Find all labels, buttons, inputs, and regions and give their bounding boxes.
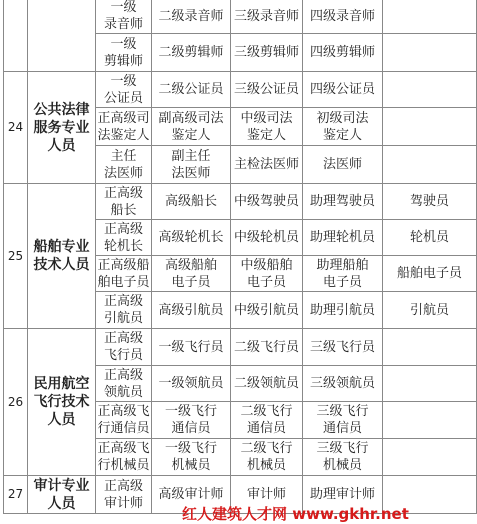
table-cell xyxy=(383,329,477,366)
table-cell: 中级轮机员 xyxy=(231,220,303,256)
table-cell: 正高级 引航员 xyxy=(96,292,152,329)
table-cell: 三级录音师 xyxy=(231,0,303,34)
table-cell: 二级领航员 xyxy=(231,366,303,402)
table-cell: 正高级 审计师 xyxy=(96,476,152,514)
table-cell xyxy=(383,439,477,476)
table-cell xyxy=(383,0,477,34)
table-cell: 中级船舶 电子员 xyxy=(231,256,303,292)
row-number-cell: 25 xyxy=(4,184,28,329)
table-cell: 一级领航员 xyxy=(152,366,231,402)
table-cell: 正高级飞 行机械员 xyxy=(96,439,152,476)
table-cell xyxy=(383,72,477,108)
table-cell: 二级飞行员 xyxy=(231,329,303,366)
category-cell: 审计专业 人员 xyxy=(28,476,96,514)
table-cell: 高级船舶 电子员 xyxy=(152,256,231,292)
table-cell: 四级公证员 xyxy=(303,72,383,108)
table-cell: 助理引航员 xyxy=(303,292,383,329)
category-cell xyxy=(28,0,96,72)
table-cell: 助理驾驶员 xyxy=(303,184,383,220)
table-cell: 三级飞行员 xyxy=(303,329,383,366)
table-cell: 主检法医师 xyxy=(231,146,303,184)
table-cell xyxy=(383,146,477,184)
table-cell: 正高级飞 行通信员 xyxy=(96,402,152,439)
table-cell: 主任 法医师 xyxy=(96,146,152,184)
table-cell xyxy=(383,402,477,439)
table-cell: 四级剪辑师 xyxy=(303,34,383,72)
table-row xyxy=(4,329,477,366)
table-cell xyxy=(383,34,477,72)
table-cell: 正高级船 舶电子员 xyxy=(97,257,150,290)
table-cell: 正高级 领航员 xyxy=(96,366,152,402)
table-cell: 正高级 船长 xyxy=(96,184,152,220)
table-cell: 助理审计师 xyxy=(303,476,383,514)
table-cell: 高级轮机长 xyxy=(152,220,231,256)
table-cell: 一级 剪辑师 xyxy=(96,34,152,72)
table-cell: 二级剪辑师 xyxy=(152,34,231,72)
table-cell: 正高级司 法鉴定人 xyxy=(96,108,152,146)
row-number-cell: 27 xyxy=(4,476,28,514)
table-cell: 审计师 xyxy=(231,476,303,514)
table-cell: 一级 录音师 xyxy=(96,0,152,34)
table-cell: 初级司法 鉴定人 xyxy=(303,108,383,146)
category-cell: 民用航空 飞行技术 人员 xyxy=(28,329,96,476)
table-row xyxy=(4,184,477,220)
row-number-cell: 26 xyxy=(4,329,28,476)
table-cell: 三级飞行 通信员 xyxy=(303,402,383,439)
table-cell: 助理轮机员 xyxy=(303,220,383,256)
table-cell: 一级飞行 机械员 xyxy=(152,439,231,476)
category-cell: 公共法律 服务专业 人员 xyxy=(28,72,96,184)
table-cell xyxy=(383,108,477,146)
table-cell: 二级公证员 xyxy=(152,72,231,108)
table-cell: 四级录音师 xyxy=(303,0,383,34)
table-cell: 三级公证员 xyxy=(231,72,303,108)
table-cell: 二级飞行 通信员 xyxy=(231,402,303,439)
table-cell: 驾驶员 xyxy=(383,184,477,220)
table-cell xyxy=(383,366,477,402)
qualification-table xyxy=(3,0,477,514)
row-number-cell: 24 xyxy=(4,72,28,184)
table-cell: 二级飞行 机械员 xyxy=(231,439,303,476)
table-cell: 三级剪辑师 xyxy=(231,34,303,72)
table-cell: 高级引航员 xyxy=(152,292,231,329)
table-cell: 中级司法 鉴定人 xyxy=(231,108,303,146)
table-cell: 助理船舶 电子员 xyxy=(303,256,383,292)
table-cell: 正高级 轮机长 xyxy=(96,220,152,256)
site-watermark: 红人建筑人才网 www.gkhr.net xyxy=(182,505,409,523)
table-cell: 副主任 法医师 xyxy=(152,146,231,184)
table-cell: 一级飞行员 xyxy=(152,329,231,366)
table-cell: 轮机员 xyxy=(383,220,477,256)
table-cell: 三级飞行 机械员 xyxy=(303,439,383,476)
table-row xyxy=(4,72,477,108)
row-number-cell xyxy=(4,0,28,72)
table-cell: 船舶电子员 xyxy=(383,256,477,292)
table-cell: 正高级 飞行员 xyxy=(96,329,152,366)
table-cell: 法医师 xyxy=(303,146,383,184)
table-cell: 副高级司法 鉴定人 xyxy=(152,108,231,146)
table-cell: 一级 公证员 xyxy=(96,72,152,108)
table-cell: 高级船长 xyxy=(152,184,231,220)
table-cell: 一级飞行 通信员 xyxy=(152,402,231,439)
category-cell: 船舶专业 技术人员 xyxy=(28,184,96,329)
table-cell: 引航员 xyxy=(383,292,477,329)
table-cell: 高级审计师 xyxy=(152,476,231,514)
table-row xyxy=(4,0,477,34)
table-cell: 二级录音师 xyxy=(152,0,231,34)
table-cell: 中级引航员 xyxy=(231,292,303,329)
table-cell: 三级领航员 xyxy=(303,366,383,402)
table-cell: 中级驾驶员 xyxy=(231,184,303,220)
